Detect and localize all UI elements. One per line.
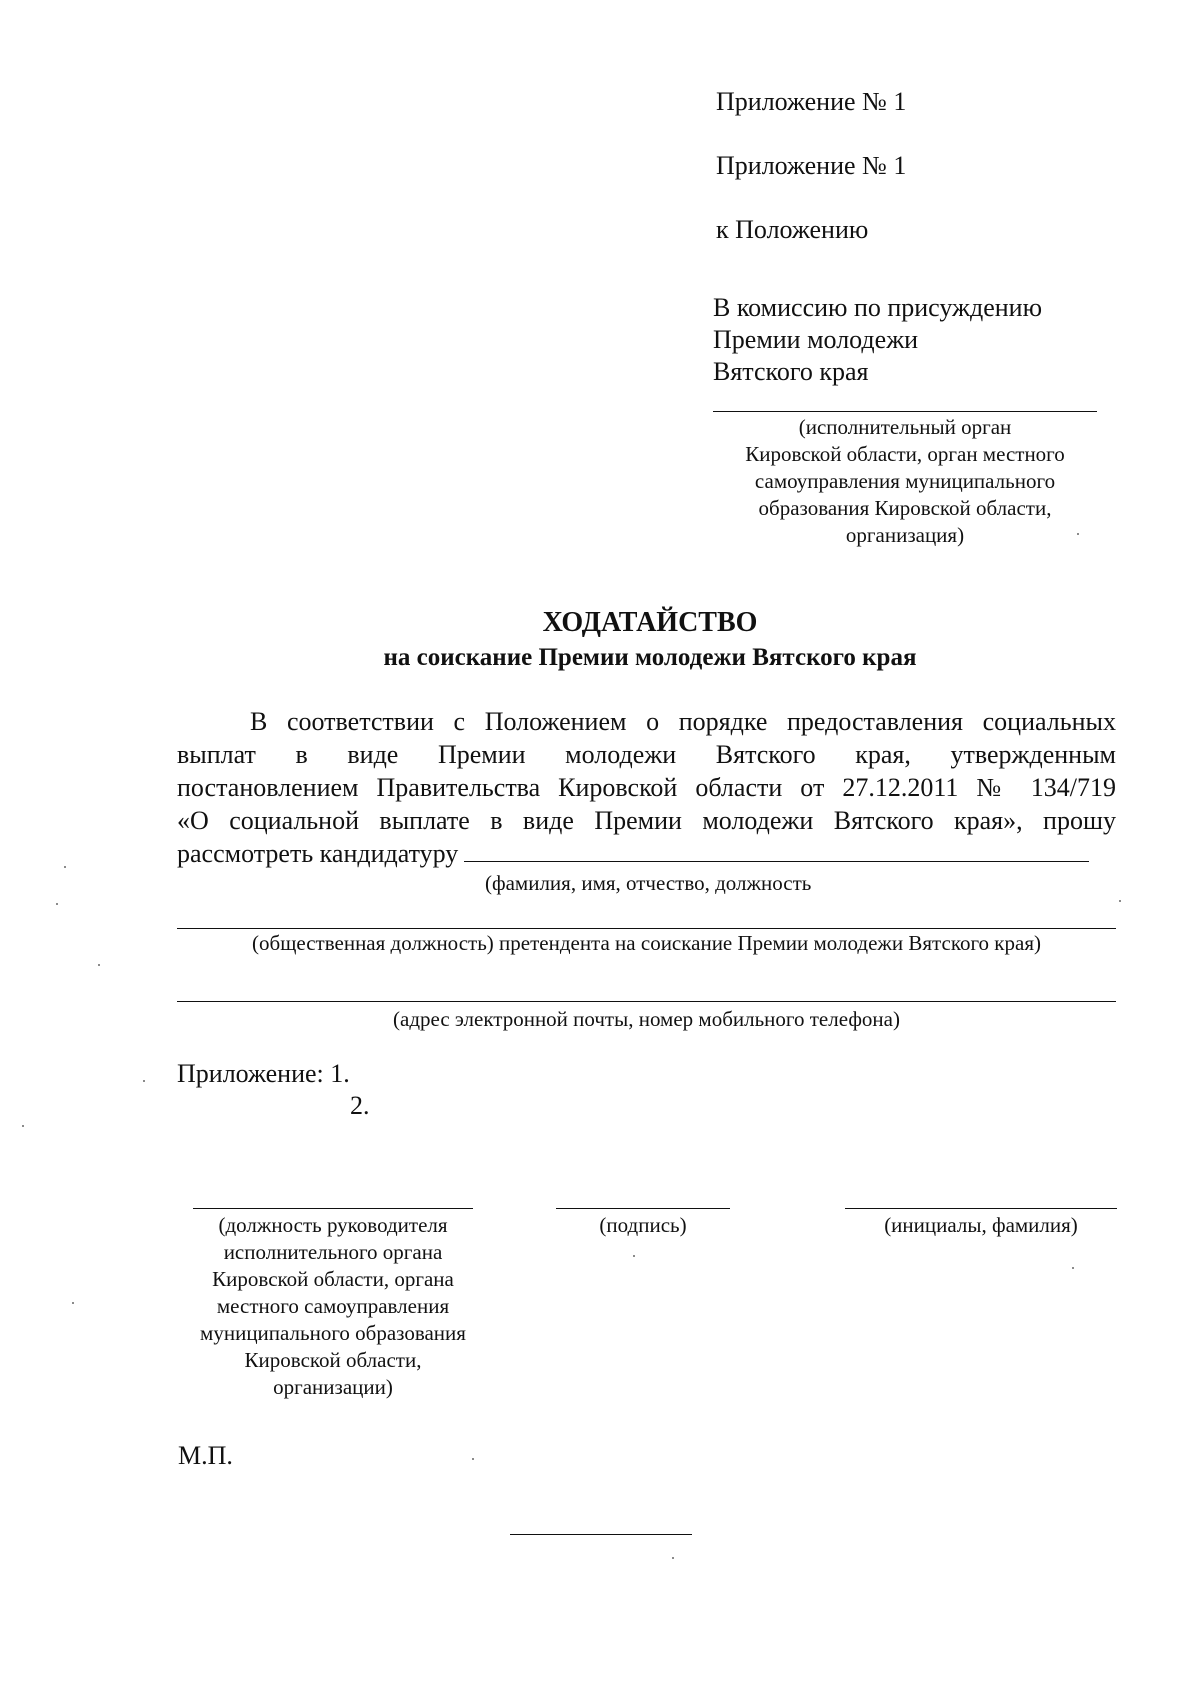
addressee-hint-line: Кировской области, орган местного [745,442,1065,466]
document-title: ХОДАТАЙСТВО [542,607,758,638]
appendix-number-2: Приложение № 1 [716,151,907,180]
body-line-4: «О социальной выплате в виде Премии молодежи Вятского края», прошу [177,806,1116,835]
contacts-field[interactable] [177,1001,1116,1002]
closing-divider [510,1534,692,1535]
addressee-line-1: В комиссию по присуждению [713,293,1043,322]
addressee-line-3: Вятского края [713,357,869,386]
scan-speck [1072,1267,1074,1269]
contacts-hint: (адрес электронной почты, номер мобильного телефона) [393,1007,900,1031]
scan-speck [64,866,66,868]
public-position-field[interactable] [177,928,1116,929]
scan-speck [56,903,58,905]
initials-hint: (инициалы, фамилия) [884,1213,1078,1237]
addressee-line-2: Премии молодежи [713,325,919,354]
position-hint-line: Кировской области, органа [212,1267,454,1291]
candidate-name-field[interactable] [464,860,1089,862]
addressee-hint [713,414,1097,549]
position-hint-line: муниципального образования [200,1321,466,1345]
scan-speck [472,1458,474,1460]
candidate-label: рассмотреть кандидатуру [177,839,459,868]
body-line-1: В соответствии с Положением о порядке предоставления социальных [250,707,1116,736]
signature-field[interactable] [556,1208,730,1209]
addressee-blank-line [713,411,1097,412]
position-hint-line: организации) [273,1375,393,1399]
position-hint-line: (должность руководителя [218,1213,448,1237]
position-hint-line: Кировской области, [244,1348,422,1372]
addressee-hint-line: организация) [845,523,965,547]
attachments-label: Приложение: 1. [177,1059,350,1088]
document-subtitle: на соискание Премии молодежи Вятского края [383,644,917,671]
scan-speck [633,1255,635,1257]
scan-speck [22,1125,24,1127]
addressee-hint-line: самоуправления муниципального [754,469,1056,493]
initials-field[interactable] [845,1208,1117,1209]
scan-speck [72,1302,74,1304]
scan-speck [143,1080,145,1082]
position-hint-line: местного самоуправления [216,1294,450,1318]
to-regulation: к Положению [716,215,869,244]
appendix-number-1: Приложение № 1 [716,87,907,116]
name-hint: (фамилия, имя, отчество, должность [485,871,812,895]
scan-speck [1077,533,1079,535]
scan-speck [1119,900,1121,902]
signature-hint: (подпись) [599,1213,687,1237]
scan-speck [672,1557,674,1559]
public-position-hint: (общественная должность) претендента на соискание Премии молодежи Вятского края) [252,931,1041,955]
signature-position-field[interactable] [193,1208,473,1209]
body-line-5 [177,838,1116,870]
scan-speck [98,964,100,966]
body-line-3: постановлением Правительства Кировской области от 27.12.2011 № 134/719 [177,773,1116,802]
stamp-place: М.П. [178,1441,233,1470]
signature-position-hint [173,1212,493,1401]
addressee-hint-line: образования Кировской области, [758,496,1052,520]
body-line-2: выплат в виде Премии молодежи Вятского края, утвержденным [177,740,1116,769]
position-hint-line: исполнительного органа [223,1240,443,1264]
addressee-hint-line: (исполнительный орган [798,415,1012,439]
attachments-item-2: 2. [350,1091,370,1120]
